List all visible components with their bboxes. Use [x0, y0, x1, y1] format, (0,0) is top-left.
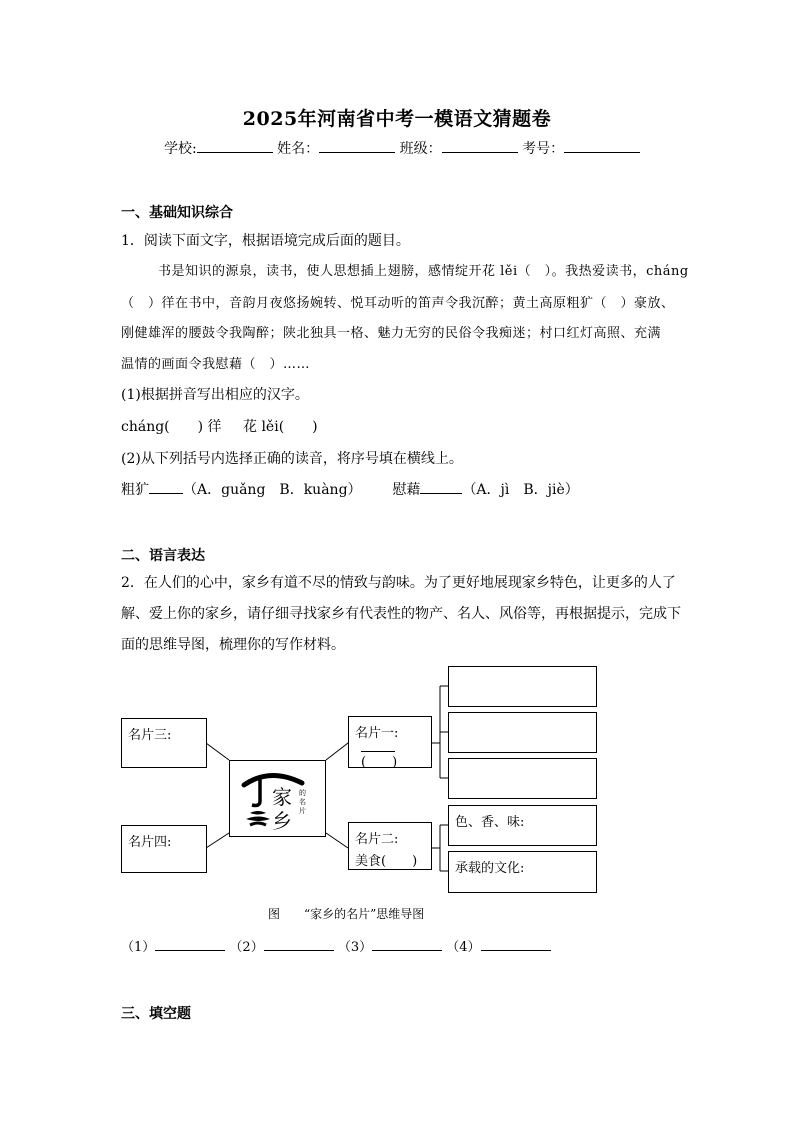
answer-3-blank[interactable] — [372, 950, 442, 951]
sub2-b-options: （A．jì B．jiè） — [462, 482, 579, 498]
center-emblem-box — [229, 760, 326, 837]
id-label: 考号： — [522, 141, 565, 157]
passage-line: 温情的画面令我慰藉（ ）…… — [121, 357, 311, 372]
color-aroma-taste-label: 色、香、味: — [455, 815, 525, 830]
card-4-label: 名片四: — [128, 835, 172, 850]
sub1-answer-2: 花 lěi( ) — [243, 419, 318, 435]
answer-4-blank[interactable] — [481, 950, 551, 951]
school-label: 学校: — [164, 141, 197, 157]
sub-question-1: (1)根据拼音写出相应的汉字。 — [121, 387, 309, 403]
question-1-stem: 1．阅读下面文字，根据语境完成后面的题目。 — [121, 233, 410, 249]
name-label: 姓名： — [277, 141, 320, 157]
culture-label: 承载的文化: — [455, 861, 525, 876]
sub2-a-label: 粗犷 — [121, 482, 149, 498]
answer-1-blank[interactable] — [155, 950, 225, 951]
passage-line: 刚健雄浑的腰鼓令我陶醉；陕北独具一格、魅力无穷的民俗令我痴迷；村口红灯高照、充满 — [121, 326, 662, 341]
passage-line: （ ）徉在书中，音韵月夜悠扬婉转、悦耳动听的笛声令我沉醉；黄土高原粗犷（ ）豪放、 — [121, 296, 675, 311]
answer-label: （1） — [121, 940, 156, 955]
sub2-b-label: 慰藉 — [392, 482, 421, 498]
page-title: 2025年河南省中考一模语文猜题卷 — [242, 108, 552, 130]
section-3-heading: 三、填空题 — [121, 1006, 191, 1022]
card-2-label: 名片二: — [355, 832, 399, 847]
sub2-a-options: （A．guǎng B．kuàng） — [183, 482, 362, 498]
question-2-line: 面的思维导图，梳理你的写作材料。 — [121, 637, 345, 653]
card-1-label: 名片一: — [355, 726, 399, 741]
section-1-heading: 一、基础知识综合 — [121, 205, 233, 221]
color-aroma-taste-box[interactable] — [448, 805, 597, 846]
question-2-line: 2．在人们的心中，家乡有道不尽的情致与韵味。为了更好地展现家乡特色，让更多的人了 — [121, 575, 676, 591]
card-2-food[interactable]: 美食( ) — [355, 854, 418, 869]
section-2-heading: 二、语言表达 — [121, 548, 205, 564]
card-1-detail-box[interactable] — [448, 666, 597, 707]
card-4-box[interactable] — [121, 825, 207, 873]
card-2-box[interactable] — [348, 822, 432, 870]
culture-box[interactable] — [448, 851, 597, 893]
card-3-box[interactable] — [121, 718, 207, 768]
class-label: 班级： — [399, 141, 442, 157]
answer-label: （4） — [446, 940, 481, 955]
answer-label: （3） — [337, 940, 373, 955]
center-char-jia: 家 — [272, 785, 292, 809]
answer-label: （2） — [229, 940, 264, 955]
center-small-text: 的名片 — [299, 789, 306, 815]
center-char-xiang: 乡 — [272, 809, 292, 833]
mindmap-caption: 图 “家乡的名片”思维导图 — [268, 907, 425, 921]
card-1-box[interactable]: 名片一: ( ) — [348, 716, 432, 768]
q2-answer-line — [121, 936, 551, 955]
answer-2-blank[interactable] — [264, 950, 334, 951]
card-1-detail-box[interactable] — [448, 712, 597, 753]
card-1-detail-box[interactable] — [448, 758, 597, 799]
passage-line: 书是知识的源泉，读书，使人思想插上翅膀，感情绽开花 lěi（ ）。我热爱读书，cháng — [158, 264, 689, 279]
question-2-line: 解、爱上你的家乡，请仔细寻找家乡有代表性的物产、名人、风俗等，再根据提示，完成下 — [121, 606, 681, 622]
sub-question-2: (2)从下列括号内选择正确的读音，将序号填在横线上。 — [121, 451, 463, 467]
sub1-answer-1: cháng( ) 徉 — [121, 419, 222, 435]
card-3-label: 名片三: — [128, 728, 172, 743]
